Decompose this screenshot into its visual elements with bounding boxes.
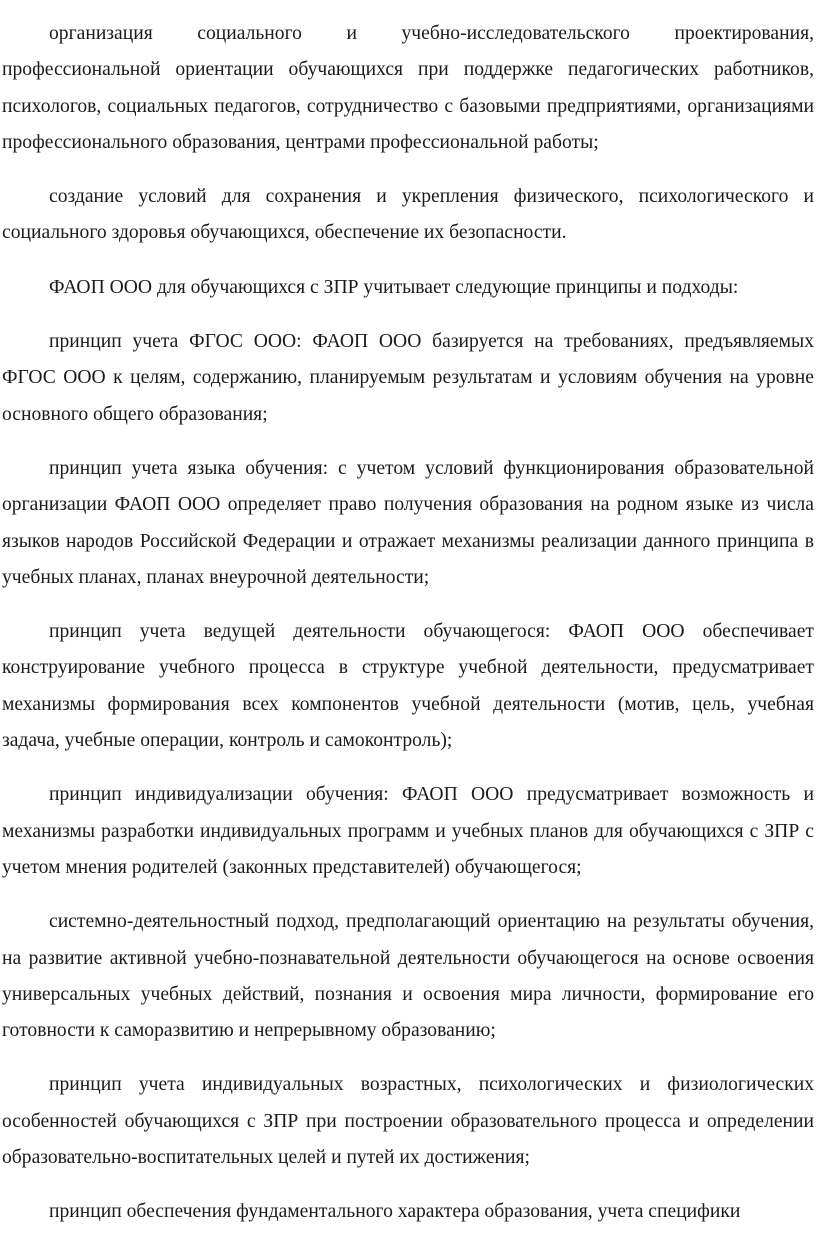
paragraph-individual-features-principle: принцип учета индивидуальных возрастных, психологических и физиологических особенностей обучающихся с ЗПР при построении образовательного процесса и определении образовательно-воспитательных целей и путей их достижения; bbox=[2, 1074, 814, 1169]
paragraph-fundamental-education-principle: принцип обеспечения фундаментального характера образования, учета специфики bbox=[49, 1201, 741, 1223]
paragraph-fgos-principle: принцип учета ФГОС ООО: ФАОП ООО базируется на требованиях, предъявляемых ФГОС ООО к целям, содержанию, планируемым результатам и условиям обучения на уровне основного общего образования; bbox=[2, 331, 814, 425]
paragraph-system-activity-approach: системно-деятельностный подход, предполагающий ориентацию на результаты обучения, на развитие активной учебно-познавательной деятельности обучающегося на основе освоения универсальных учебных действий, познания и освоения мира личности, формирование его готовности к саморазвитию и непрерывному образованию; bbox=[2, 911, 814, 1042]
paragraph-leading-activity-principle: принцип учета ведущей деятельности обучающегося: ФАОП ООО обеспечивает конструирование учебного процесса в структуре учебной деятельности, предусматривает механизмы формирования всех компонентов учебной деятельности (мотив, цель, учебная задача, учебные операции, контроль и самоконтроль); bbox=[2, 621, 814, 752]
paragraph-project-organization: организация социального и учебно-исследовательского проектирования, профессиональной ориентации обучающихся при поддержке педагогических работников, психологов, социальных педагогов, сотрудничество с базовыми предприятиями, организациями профессионального образования, центрами профессиональной работы; bbox=[2, 23, 814, 153]
paragraph-health-conditions: создание условий для сохранения и укрепления физического, психологического и социального здоровья обучающихся, обеспечение их безопасности. bbox=[2, 186, 814, 244]
paragraph-language-principle: принцип учета языка обучения: с учетом условий функционирования образовательной организации ФАОП ООО определяет право получения образования на родном языке из числа языков народов Российской Федерации и отражает механизмы реализации данного принципа в учебных планах, планах внеурочной деятельности; bbox=[2, 457, 814, 588]
paragraph-principles-intro: ФАОП ООО для обучающихся с ЗПР учитывает следующие принципы и подходы: bbox=[49, 276, 739, 298]
paragraph-individualization-principle: принцип индивидуализации обучения: ФАОП ООО предусматривает возможность и механизмы разработки индивидуальных программ и учебных планов для обучающихся с ЗПР с учетом мнения родителей (законных представителей) обучающегося; bbox=[2, 784, 814, 878]
